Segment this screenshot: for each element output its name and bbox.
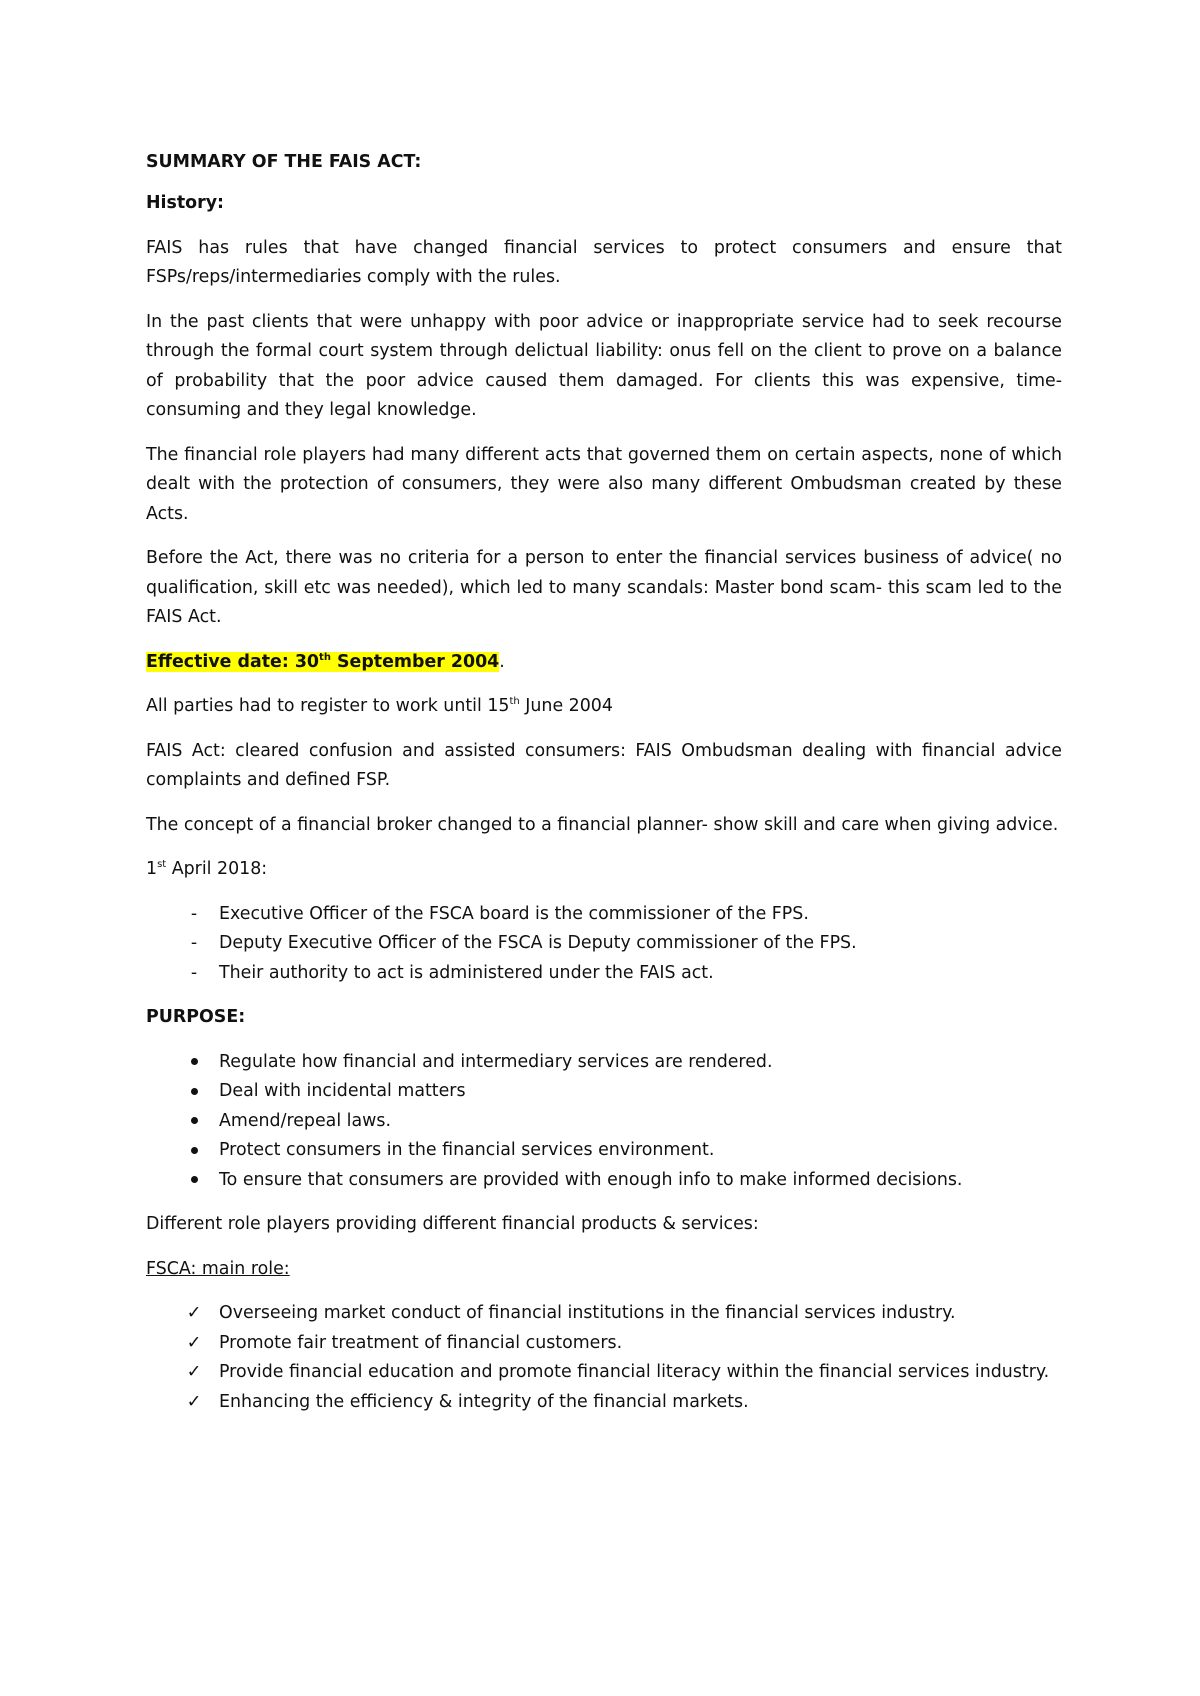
effective-date-period: . xyxy=(499,651,505,672)
bullet-icon xyxy=(184,1077,204,1107)
list-item-text: Provide financial education and promote financial literacy within the financial services industry. xyxy=(219,1362,1050,1382)
dash-marker: - xyxy=(190,962,198,983)
fais-paragraph: The concept of a financial broker changed to a financial planner- show skill and care when giving advice. xyxy=(146,814,1059,835)
list-item-text: To ensure that consumers are provided with enough info to make informed decisions. xyxy=(219,1169,963,1190)
list-item xyxy=(146,1329,1062,1359)
register-prefix: All parties had to register to work until 15 xyxy=(146,696,510,716)
list-item xyxy=(146,1136,1062,1166)
april-sup: st xyxy=(157,859,167,870)
list-item-text: Executive Officer of the FSCA board is the commissioner of the FPS. xyxy=(219,903,809,924)
list-item-text: Promote fair treatment of financial customers. xyxy=(219,1332,623,1353)
list-item xyxy=(146,1299,1062,1329)
list-item xyxy=(146,1107,1062,1137)
dash-marker: - xyxy=(190,903,198,924)
list-item-text: Deal with incidental matters xyxy=(219,1081,466,1101)
purpose-list xyxy=(146,1048,1062,1196)
list-item-text: Their authority to act is administered under the FAIS act. xyxy=(219,962,714,983)
bullet-icon xyxy=(184,1048,204,1078)
april-list xyxy=(146,900,1062,989)
effective-date-suffix: September 2004 xyxy=(330,651,500,672)
checkmark-icon: ✓ xyxy=(186,1303,202,1323)
bullet-icon xyxy=(184,1136,204,1166)
april-prefix: 1 xyxy=(146,859,158,879)
effective-date-prefix: Effective date: 30 xyxy=(146,651,320,672)
fsca-heading: FSCA: main role: xyxy=(146,1258,290,1279)
list-item-text: Amend/repeal laws. xyxy=(219,1110,391,1131)
list-item xyxy=(146,929,1062,959)
fsca-list xyxy=(146,1299,1062,1417)
list-item-text: Regulate how financial and intermediary services are rendered. xyxy=(219,1051,773,1072)
effective-date-highlight xyxy=(146,652,499,672)
register-sup: th xyxy=(509,696,520,707)
list-item xyxy=(146,1358,1062,1388)
effective-date xyxy=(146,648,1062,678)
april-suffix: April 2018: xyxy=(166,859,268,879)
list-item xyxy=(146,1166,1062,1196)
history-paragraph: Before the Act, there was no criteria for a person to enter the financial services business of advice( no qualification, skill etc was needed), which led to many scandals: Master bond scam- this scam led to the FAIS Act. xyxy=(146,548,1062,627)
list-item-text: Overseeing market conduct of financial institutions in the financial services industry. xyxy=(219,1303,956,1323)
history-heading: History: xyxy=(146,193,224,213)
list-item xyxy=(146,1048,1062,1078)
role-players-line: Different role players providing different financial products & services: xyxy=(146,1214,759,1234)
history-paragraph: FAIS has rules that have changed financial services to protect consumers and ensure that FSPs/reps/intermediaries comply with the rules. xyxy=(146,237,1062,287)
register-line xyxy=(146,692,1062,722)
purpose-heading: PURPOSE: xyxy=(146,1007,246,1027)
checkmark-icon: ✓ xyxy=(186,1362,202,1382)
history-paragraph: In the past clients that were unhappy with poor advice or inappropriate service had to seek recourse through the formal court system through delictual liability: onus fell on the client to prove on a balance of probability that the poor advice caused them damaged. For clients this was expensive, time-consuming and they legal knowledge. xyxy=(146,311,1062,420)
list-item xyxy=(146,1388,1062,1418)
list-item xyxy=(146,959,1062,989)
list-item-text: Enhancing the efficiency & integrity of the financial markets. xyxy=(219,1391,749,1412)
list-item-text: Deputy Executive Officer of the FSCA is Deputy commissioner of the FPS. xyxy=(219,933,857,953)
bullet-icon xyxy=(184,1166,204,1196)
list-item xyxy=(146,900,1062,930)
checkmark-icon: ✓ xyxy=(186,1332,202,1353)
list-item xyxy=(146,1077,1062,1107)
history-paragraph: The financial role players had many different acts that governed them on certain aspects, none of which dealt with the protection of consumers, they were also many different Ombudsman created by these Acts. xyxy=(146,444,1062,524)
dash-marker: - xyxy=(190,933,198,953)
fais-paragraph: FAIS Act: cleared confusion and assisted consumers: FAIS Ombudsman dealing with financial advice complaints and defined FSP. xyxy=(146,740,1062,790)
april-date xyxy=(146,855,1062,885)
bullet-icon xyxy=(184,1107,204,1137)
checkmark-icon: ✓ xyxy=(186,1391,202,1412)
document-title: SUMMARY OF THE FAIS ACT: xyxy=(146,152,422,172)
list-item-text: Protect consumers in the financial services environment. xyxy=(219,1140,715,1160)
effective-date-sup: th xyxy=(319,651,331,663)
register-suffix: June 2004 xyxy=(519,696,613,716)
